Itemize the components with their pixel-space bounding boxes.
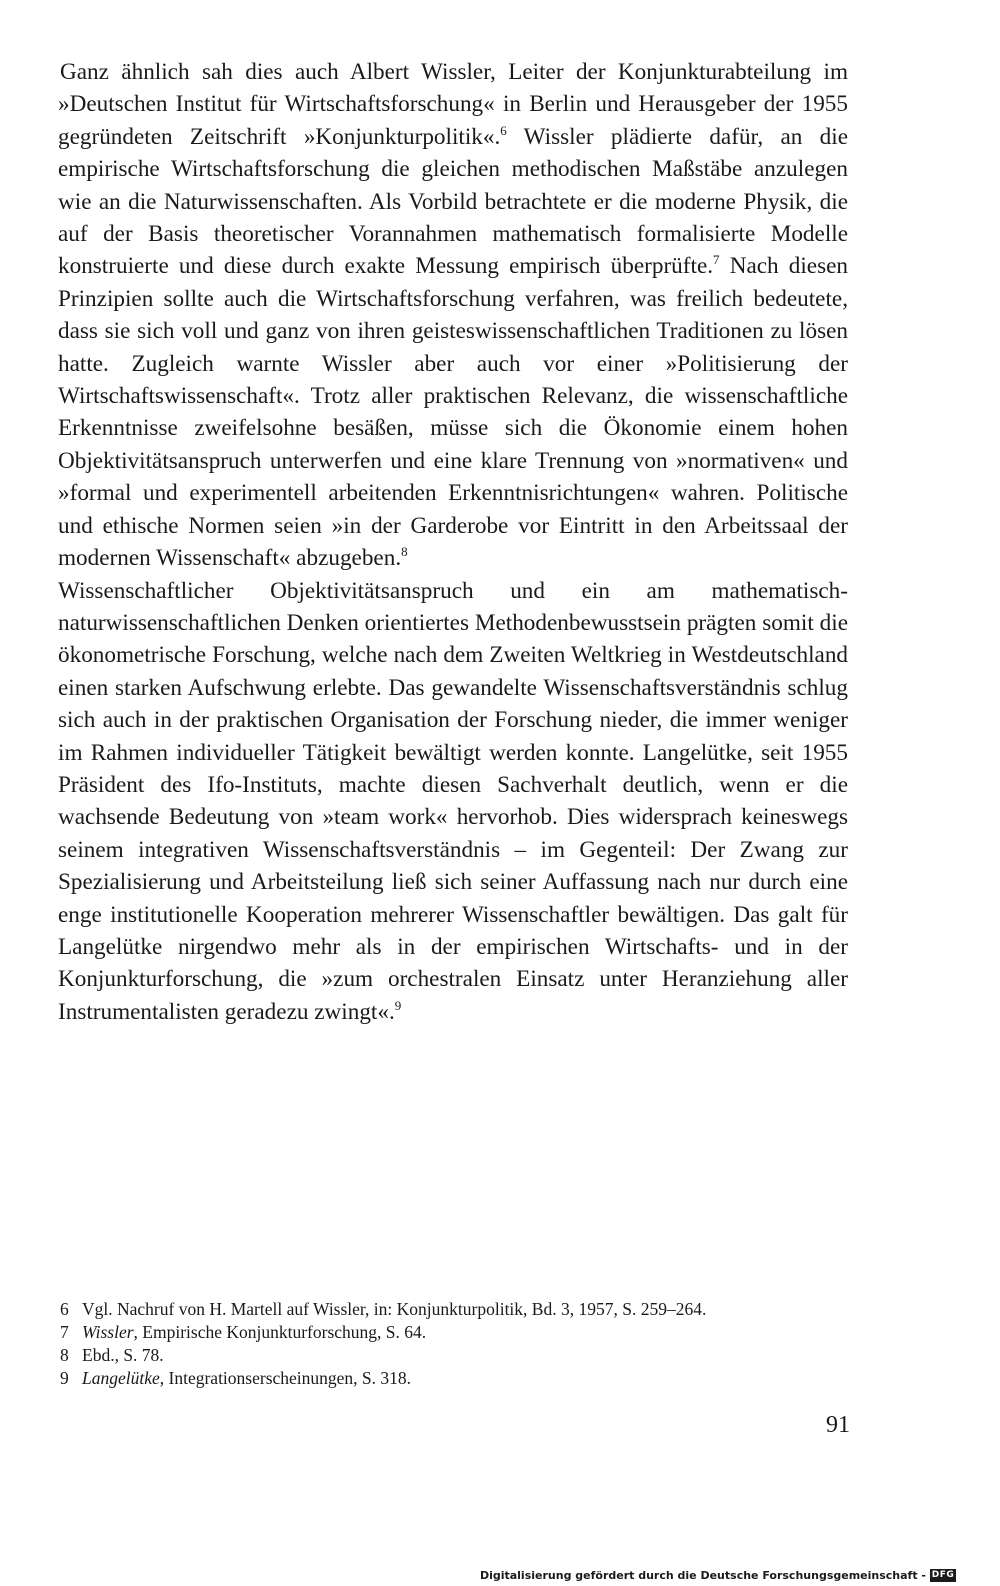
footnote-9 — [60, 1367, 860, 1390]
credit-text: Digitalisierung gefördert durch die Deutsche Forschungsgemeinschaft - — [479, 1569, 926, 1582]
footnote-text — [82, 1367, 411, 1390]
footnote-7 — [60, 1321, 860, 1344]
footnote-text — [82, 1344, 164, 1367]
footnotes — [60, 1298, 860, 1390]
footnote-ref-9[interactable]: 9 — [394, 997, 402, 1013]
footnote-number: 8 — [60, 1345, 69, 1365]
footnote-8 — [60, 1344, 860, 1367]
paragraph-1-part-c: Nach diesen Prinzipien sollte auch die Wirtschaftsforschung verfahren, was freilich bedeutete, dass sie sich voll und ganz von ihren geisteswissenschaftlichen Traditionen zu lösen hatte. Zugleich warnte Wissler aber auch vor einer »Politisierung der Wirtschaftswissenschaft«. Trotz aller praktischen Relevanz, die wissenschaftliche Erkenntnisse zweifelsohne besäßen, müsse sich die Ökonomie einem hohen Objektivitätsanspruch unterwerfen und eine klare Trennung von »normativen« und »formal und experimentell arbeitenden Erkenntnisrichtungen« wahren. Politische und ethische Normen seien »in der Garderobe vor Eintritt in den Arbeitssaal der modernen Wissenschaft« abzugeben. — [58, 253, 848, 572]
footnote-number: 9 — [60, 1368, 69, 1388]
digitization-credit — [480, 1569, 956, 1582]
footnote-ref-7[interactable]: 7 — [713, 252, 720, 268]
footnote-ref-8[interactable]: 8 — [401, 544, 408, 560]
dfg-logo-icon: DFG — [931, 1570, 955, 1580]
footnote-body: Vgl. Nachruf von H. Martell auf Wissler, in: Konjunkturpolitik, Bd. 3, 1957, S. 259–264. — [82, 1299, 707, 1319]
footnote-text — [82, 1321, 426, 1344]
footnote-text — [82, 1298, 706, 1321]
footnote-body: , Empirische Konjunkturforschung, S. 64. — [133, 1322, 427, 1342]
paragraph-2 — [58, 575, 848, 1029]
page-number: 91 — [826, 1412, 850, 1438]
paragraph-2-part-a: Wissenschaftlicher Objektivitätsanspruch und ein am mathematisch-naturwissenschaftlichen Denken orientiertes Methodenbewusstsein prägten somit die ökonometrische Forschung, welche nach dem Zweiten Weltkrieg in Westdeutschland einen starken Aufschwung erlebte. Das gewandelte Wissenschaftsverständnis schlug sich auch in der praktischen Organisation der Forschung nieder, die immer weniger im Rahmen individueller Tätigkeit bewältigt werden konnte. Langelütke, seit 1955 Präsident des Ifo-Instituts, machte diesen Sachverhalt deutlich, wenn er die wachsende Bedeutung von »team work« hervorhob. Dies widersprach keineswegs seinem integrativen Wissenschaftsverständnis – im Gegenteil: Der Zwang zur Spezialisierung und Arbeitsteilung ließ sich seiner Auffassung nach nur durch eine enge institutionelle Kooperation mehrerer Wissenschaftler bewältigen. Das galt für Langelütke nirgendwo mehr als in der empirischen Wirtschafts- und in der Konjunkturforschung, die »zum orchestralen Einsatz unter Heranziehung aller Instrumentalisten geradezu zwingt«. — [58, 577, 848, 1025]
footnote-author: Wissler — [82, 1322, 134, 1342]
paragraph-1 — [58, 56, 848, 575]
body-text — [58, 56, 848, 1028]
paragraph-1-part-a: Ganz ähnlich sah dies auch Albert Wissler, Leiter der Konjunkturabteilung im »Deutschen Institut für Wirtschaftsforschung« in Berlin und Herausgeber der 1955 gegründeten Zeitschrift »Konjunkturpolitik«. — [58, 59, 848, 150]
footnote-author: Langelütke — [82, 1368, 160, 1388]
footnote-number: 7 — [60, 1322, 69, 1342]
footnote-body: , Integrationserscheinungen, S. 318. — [159, 1368, 412, 1388]
footnote-6 — [60, 1298, 860, 1321]
footnote-body: Ebd., S. 78. — [82, 1345, 164, 1365]
paragraph-1-part-b: Wissler plädierte dafür, an die empirische Wirtschaftsforschung die gleichen methodischen Maßstäbe anzulegen wie an die Naturwissenschaften. Als Vorbild betrachtete er die moderne Physik, die auf der Basis theoretischer Vorannahmen mathematisch formalisierte Modelle konstruierte und diese durch exakte Messung empirisch überprüfte. — [58, 123, 848, 280]
footnote-number: 6 — [60, 1299, 69, 1319]
footnote-ref-6[interactable]: 6 — [500, 122, 507, 138]
